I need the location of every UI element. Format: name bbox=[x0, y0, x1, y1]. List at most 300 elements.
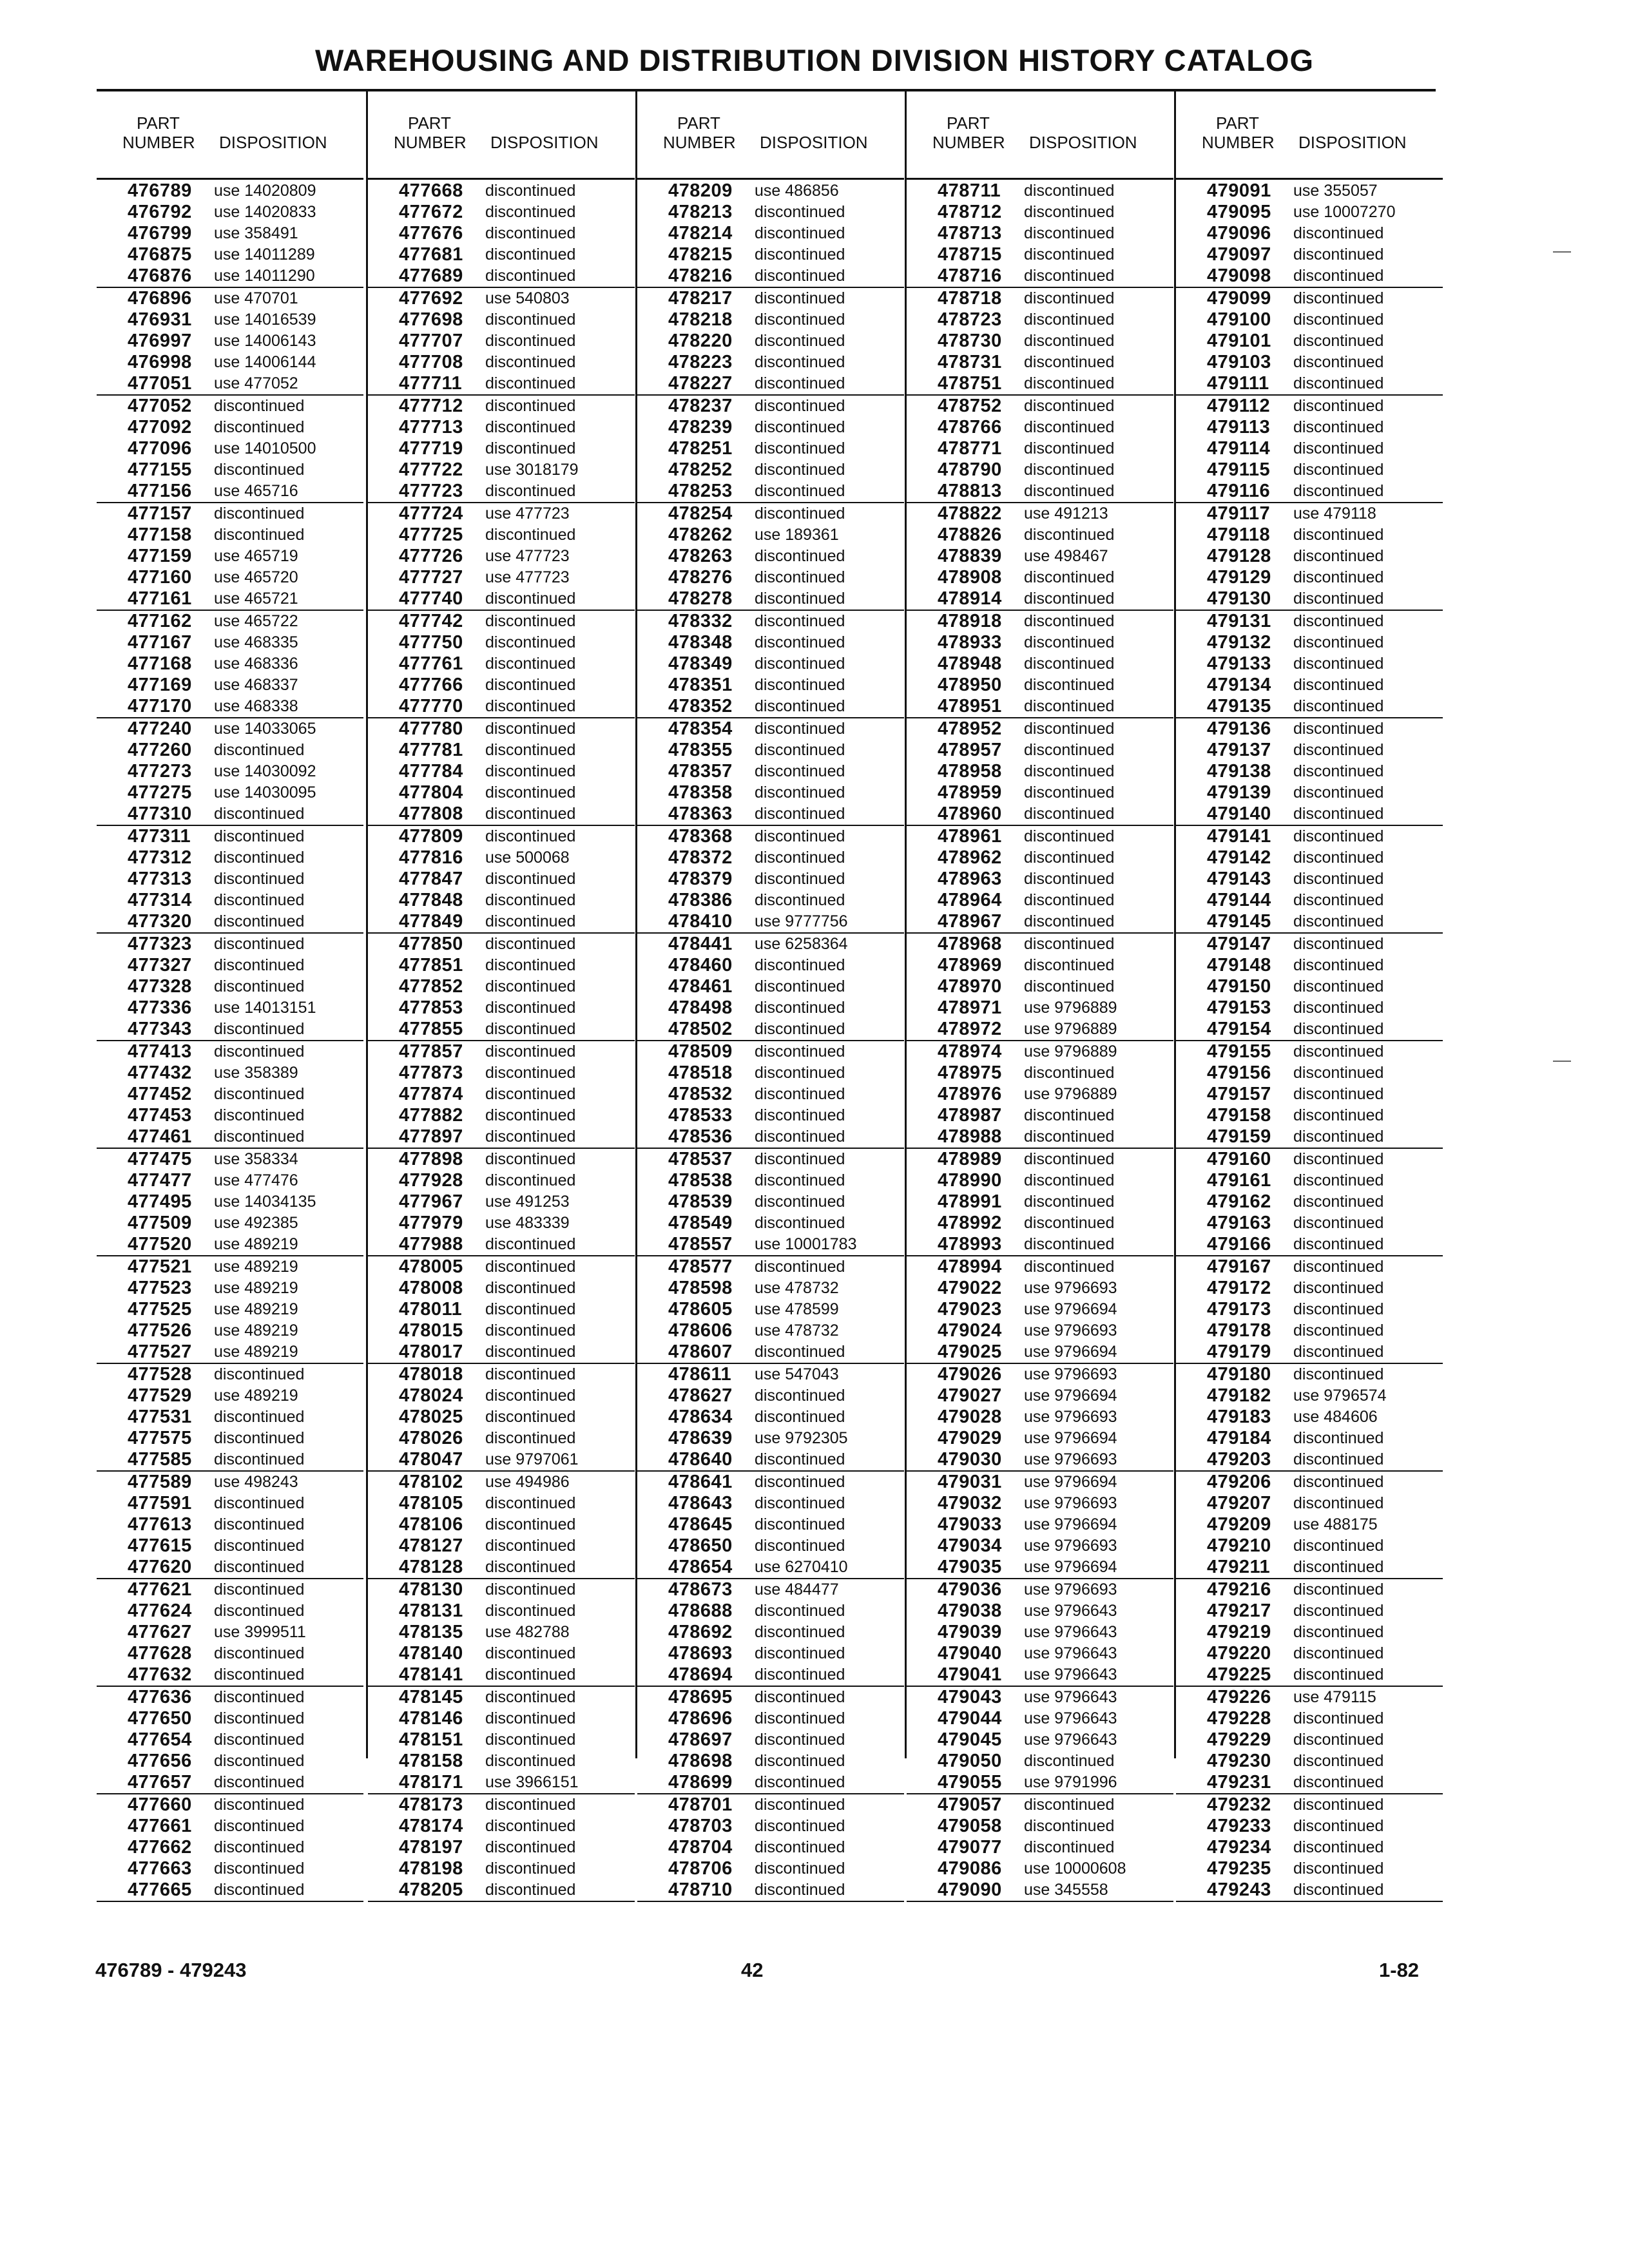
disposition: discontinued bbox=[755, 245, 845, 264]
entry-group bbox=[97, 1687, 363, 1794]
disposition: discontinued bbox=[485, 1429, 576, 1447]
part-number: 479118 bbox=[1207, 524, 1271, 545]
part-number: 479154 bbox=[1207, 1019, 1271, 1039]
catalog-entry-row bbox=[97, 1622, 363, 1643]
part-number: 478969 bbox=[938, 955, 1002, 975]
catalog-entry-row bbox=[1176, 1062, 1443, 1084]
part-number: 477327 bbox=[128, 955, 192, 975]
catalog-entry-row bbox=[97, 1041, 363, 1062]
catalog-entry-row bbox=[368, 1105, 635, 1126]
catalog-entry-row bbox=[368, 180, 635, 202]
part-number: 479136 bbox=[1207, 718, 1271, 739]
part-number: 478363 bbox=[668, 803, 733, 824]
disposition: use 9797061 bbox=[485, 1450, 579, 1468]
entry-group bbox=[907, 718, 1173, 826]
part-number: 479100 bbox=[1207, 309, 1271, 330]
catalog-entry-row bbox=[97, 1600, 363, 1622]
part-number: 477850 bbox=[399, 934, 463, 954]
part-number: 477452 bbox=[128, 1084, 192, 1104]
catalog-entry-row bbox=[637, 1041, 904, 1062]
catalog-entry-row bbox=[637, 1579, 904, 1600]
catalog-entry-row bbox=[368, 1449, 635, 1470]
part-number: 478731 bbox=[938, 352, 1002, 372]
part-number: 478173 bbox=[399, 1794, 463, 1815]
disposition: discontinued bbox=[1024, 397, 1115, 415]
catalog-entry-row bbox=[97, 803, 363, 825]
part-number: 478227 bbox=[668, 373, 733, 394]
part-number: 477988 bbox=[399, 1234, 463, 1254]
part-number: 478697 bbox=[668, 1729, 733, 1750]
entry-group bbox=[907, 611, 1173, 718]
catalog-entry-row bbox=[97, 1708, 363, 1729]
catalog-entry-row bbox=[637, 1278, 904, 1299]
catalog-entry-row bbox=[637, 1472, 904, 1493]
entry-groups bbox=[1176, 180, 1443, 1902]
catalog-entry-row bbox=[637, 632, 904, 653]
catalog-entry-row bbox=[97, 955, 363, 976]
catalog-entry-row bbox=[368, 890, 635, 911]
part-number: 477852 bbox=[399, 976, 463, 997]
part-number: 479172 bbox=[1207, 1278, 1271, 1298]
part-number: 478673 bbox=[668, 1579, 733, 1600]
part-number: 478197 bbox=[399, 1837, 463, 1858]
disposition: use 9796694 bbox=[1024, 1429, 1117, 1447]
part-number: 478537 bbox=[668, 1149, 733, 1169]
disposition: discontinued bbox=[1293, 1043, 1384, 1061]
catalog-entry-row bbox=[1176, 1858, 1443, 1879]
part-number: 477052 bbox=[128, 396, 192, 416]
disposition: discontinued bbox=[1024, 311, 1115, 329]
part-number: 479150 bbox=[1207, 976, 1271, 997]
catalog-entry-row bbox=[907, 180, 1173, 202]
part-number: 479147 bbox=[1207, 934, 1271, 954]
part-number: 477240 bbox=[128, 718, 192, 739]
catalog-entry-row bbox=[1176, 588, 1443, 610]
disposition: discontinued bbox=[214, 827, 305, 845]
catalog-entry-row bbox=[907, 632, 1173, 653]
catalog-entry-row bbox=[637, 1320, 904, 1341]
entry-group bbox=[368, 611, 635, 718]
part-number: 478970 bbox=[938, 976, 1002, 997]
entry-group bbox=[1176, 718, 1443, 826]
disposition: discontinued bbox=[1024, 461, 1115, 479]
disposition: discontinued bbox=[1293, 1537, 1384, 1555]
catalog-entry-row bbox=[368, 1708, 635, 1729]
catalog-entry-row bbox=[1176, 288, 1443, 309]
entry-group bbox=[97, 288, 363, 396]
part-number: 479038 bbox=[938, 1600, 1002, 1621]
part-number: 477750 bbox=[399, 632, 463, 653]
catalog-entry-row bbox=[368, 696, 635, 717]
part-number: 479217 bbox=[1207, 1600, 1271, 1621]
part-number: 478712 bbox=[938, 202, 1002, 222]
catalog-entry-row bbox=[907, 1385, 1173, 1407]
part-number: 479128 bbox=[1207, 546, 1271, 566]
disposition: use 3999511 bbox=[214, 1623, 306, 1641]
part-number: 477928 bbox=[399, 1170, 463, 1191]
disposition: discontinued bbox=[1293, 1817, 1384, 1835]
catalog-entry-row bbox=[97, 1837, 363, 1858]
part-number: 477155 bbox=[128, 459, 192, 480]
part-number: 478751 bbox=[938, 373, 1002, 394]
entry-group bbox=[637, 1149, 904, 1256]
disposition: use 498467 bbox=[1024, 547, 1108, 565]
catalog-entry-row bbox=[637, 782, 904, 803]
entry-group bbox=[97, 1041, 363, 1149]
part-number: 478988 bbox=[938, 1126, 1002, 1147]
disposition: discontinued bbox=[755, 1838, 845, 1856]
catalog-entry-row bbox=[368, 955, 635, 976]
catalog-entry-row bbox=[637, 890, 904, 911]
entry-group bbox=[907, 1472, 1173, 1579]
part-number: 479203 bbox=[1207, 1449, 1271, 1470]
catalog-entry-row bbox=[368, 611, 635, 632]
disposition: discontinued bbox=[1293, 1150, 1384, 1168]
disposition: discontinued bbox=[485, 1171, 576, 1189]
disposition: discontinued bbox=[755, 676, 845, 694]
part-number: 479045 bbox=[938, 1729, 1002, 1750]
part-number: 478918 bbox=[938, 611, 1002, 631]
catalog-entry-row bbox=[97, 309, 363, 331]
disposition: use 14011290 bbox=[214, 267, 315, 285]
header-part-label: PART bbox=[408, 113, 451, 133]
part-number: 477898 bbox=[399, 1149, 463, 1169]
disposition: use 9796643 bbox=[1024, 1602, 1117, 1620]
disposition: discontinued bbox=[485, 1020, 576, 1038]
disposition: discontinued bbox=[1024, 1150, 1115, 1168]
catalog-entry-row bbox=[368, 1579, 635, 1600]
disposition: use 9796693 bbox=[1024, 1279, 1117, 1297]
disposition: discontinued bbox=[214, 849, 305, 867]
disposition: discontinued bbox=[1024, 418, 1115, 436]
catalog-entry-row bbox=[97, 1256, 363, 1278]
catalog-entry-row bbox=[1176, 180, 1443, 202]
catalog-entry-row bbox=[1176, 826, 1443, 847]
catalog-entry-row bbox=[637, 481, 904, 502]
disposition: discontinued bbox=[1024, 332, 1115, 350]
catalog-entry-row bbox=[1176, 1643, 1443, 1664]
catalog-entry-row bbox=[97, 417, 363, 438]
catalog-entry-row bbox=[907, 1493, 1173, 1514]
part-number: 477692 bbox=[399, 288, 463, 309]
catalog-entry-row bbox=[97, 396, 363, 417]
part-number: 478627 bbox=[668, 1385, 733, 1406]
catalog-entry-row bbox=[368, 1256, 635, 1278]
disposition: discontinued bbox=[755, 547, 845, 565]
disposition: discontinued bbox=[1024, 655, 1115, 673]
disposition: discontinued bbox=[485, 203, 576, 221]
entry-group bbox=[1176, 826, 1443, 934]
catalog-entry-row bbox=[637, 869, 904, 890]
disposition: discontinued bbox=[485, 805, 576, 823]
catalog-entry-row bbox=[1176, 611, 1443, 632]
part-number: 479022 bbox=[938, 1278, 1002, 1298]
part-number: 477707 bbox=[399, 331, 463, 351]
catalog-entry-row bbox=[907, 1514, 1173, 1535]
catalog-entry-row bbox=[907, 1837, 1173, 1858]
part-number: 478502 bbox=[668, 1019, 733, 1039]
disposition: use 477476 bbox=[214, 1171, 298, 1189]
part-number: 477661 bbox=[128, 1816, 192, 1836]
disposition: discontinued bbox=[1024, 224, 1115, 242]
catalog-column-3 bbox=[635, 89, 904, 1900]
part-number: 477275 bbox=[128, 782, 192, 803]
part-number: 476875 bbox=[128, 244, 192, 265]
disposition: discontinued bbox=[755, 1258, 845, 1276]
header-rule bbox=[907, 178, 1173, 180]
disposition: discontinued bbox=[1293, 547, 1384, 565]
catalog-entry-row bbox=[637, 1126, 904, 1148]
disposition: discontinued bbox=[755, 289, 845, 307]
disposition: discontinued bbox=[214, 1494, 305, 1512]
disposition: discontinued bbox=[1293, 697, 1384, 715]
catalog-entry-row bbox=[907, 1062, 1173, 1084]
part-number: 478710 bbox=[668, 1879, 733, 1900]
entry-group bbox=[1176, 1794, 1443, 1902]
catalog-entry-row bbox=[368, 1234, 635, 1255]
disposition: use 489219 bbox=[214, 1343, 298, 1361]
part-number: 477809 bbox=[399, 826, 463, 847]
entry-group bbox=[637, 826, 904, 934]
disposition: discontinued bbox=[1024, 245, 1115, 264]
catalog-entry-row bbox=[907, 459, 1173, 481]
disposition: discontinued bbox=[485, 1085, 576, 1103]
disposition: discontinued bbox=[214, 1709, 305, 1727]
disposition: discontinued bbox=[485, 999, 576, 1017]
disposition: discontinued bbox=[1293, 1773, 1384, 1791]
disposition: discontinued bbox=[1024, 977, 1115, 995]
part-number: 478223 bbox=[668, 352, 733, 372]
disposition: discontinued bbox=[485, 1515, 576, 1533]
catalog-entry-row bbox=[637, 1600, 904, 1622]
catalog-entry-row bbox=[907, 1579, 1173, 1600]
catalog-entry-row bbox=[1176, 1320, 1443, 1341]
part-number: 477770 bbox=[399, 696, 463, 716]
disposition: discontinued bbox=[485, 1581, 576, 1599]
disposition: discontinued bbox=[214, 1838, 305, 1856]
catalog-entry-row bbox=[97, 911, 363, 932]
disposition: discontinued bbox=[1024, 1171, 1115, 1189]
part-number: 478839 bbox=[938, 546, 1002, 566]
part-number: 479209 bbox=[1207, 1514, 1271, 1535]
catalog-entry-row bbox=[368, 1407, 635, 1428]
catalog-entry-row bbox=[97, 847, 363, 869]
entry-group bbox=[907, 1149, 1173, 1256]
disposition: discontinued bbox=[1024, 1193, 1115, 1211]
catalog-entry-row bbox=[368, 803, 635, 825]
disposition: use 9796643 bbox=[1024, 1623, 1117, 1641]
disposition: discontinued bbox=[1024, 741, 1115, 759]
catalog-entry-row bbox=[907, 976, 1173, 997]
catalog-entry-row bbox=[97, 1687, 363, 1708]
catalog-entry-row bbox=[637, 1213, 904, 1234]
disposition: discontinued bbox=[1293, 870, 1384, 888]
disposition: discontinued bbox=[1293, 1602, 1384, 1620]
catalog-entry-row bbox=[97, 1084, 363, 1105]
catalog-entry-row bbox=[637, 1794, 904, 1816]
catalog-entry-row bbox=[97, 1879, 363, 1901]
entry-group bbox=[368, 718, 635, 826]
part-number: 478253 bbox=[668, 481, 733, 501]
disposition: discontinued bbox=[485, 1666, 576, 1684]
catalog-entry-row bbox=[368, 1664, 635, 1686]
entry-group bbox=[368, 1472, 635, 1579]
catalog-entry-row bbox=[97, 1643, 363, 1664]
disposition: discontinued bbox=[755, 397, 845, 415]
disposition: use 482788 bbox=[485, 1623, 570, 1641]
header-number-label: NUMBER bbox=[932, 133, 1005, 152]
header-rule bbox=[97, 178, 363, 180]
part-number: 479090 bbox=[938, 1879, 1002, 1900]
disposition: discontinued bbox=[485, 956, 576, 974]
part-number: 478215 bbox=[668, 244, 733, 265]
catalog-entry-row bbox=[637, 1019, 904, 1040]
part-number: 478213 bbox=[668, 202, 733, 222]
header-part-label: PART bbox=[947, 113, 990, 133]
disposition: use 477723 bbox=[485, 505, 570, 523]
part-number: 479098 bbox=[1207, 265, 1271, 286]
catalog-entry-row bbox=[637, 396, 904, 417]
catalog-entry-row bbox=[637, 373, 904, 394]
disposition: discontinued bbox=[1293, 1494, 1384, 1512]
catalog-entry-row bbox=[368, 997, 635, 1019]
part-number: 476998 bbox=[128, 352, 192, 372]
part-number: 477273 bbox=[128, 761, 192, 782]
disposition: discontinued bbox=[1024, 1838, 1115, 1856]
part-number: 478976 bbox=[938, 1084, 1002, 1104]
disposition: discontinued bbox=[485, 332, 576, 350]
catalog-entry-row bbox=[637, 1837, 904, 1858]
part-number: 478128 bbox=[399, 1557, 463, 1577]
catalog-entry-row bbox=[637, 331, 904, 352]
part-number: 478354 bbox=[668, 718, 733, 739]
catalog-entry-row bbox=[97, 1514, 363, 1535]
disposition: discontinued bbox=[755, 1150, 845, 1168]
disposition: discontinued bbox=[1293, 1085, 1384, 1103]
disposition: discontinued bbox=[214, 1043, 305, 1061]
disposition: discontinued bbox=[1293, 849, 1384, 867]
part-number: 477628 bbox=[128, 1643, 192, 1664]
part-number: 478355 bbox=[668, 740, 733, 760]
disposition: discontinued bbox=[1293, 1429, 1384, 1447]
catalog-entry-row bbox=[368, 718, 635, 740]
part-number: 479025 bbox=[938, 1341, 1002, 1362]
part-number: 478694 bbox=[668, 1664, 733, 1685]
catalog-entry-row bbox=[368, 588, 635, 610]
catalog-column-4 bbox=[905, 89, 1173, 1900]
footer-part-range: 476789 - 479243 bbox=[95, 1959, 247, 1981]
part-number: 478959 bbox=[938, 782, 1002, 803]
disposition: use 14020809 bbox=[214, 182, 316, 200]
catalog-entry-row bbox=[97, 632, 363, 653]
catalog-entry-row bbox=[97, 740, 363, 761]
entry-group bbox=[97, 1149, 363, 1256]
catalog-entry-row bbox=[637, 718, 904, 740]
disposition: discontinued bbox=[755, 1773, 845, 1791]
disposition: use 484606 bbox=[1293, 1408, 1378, 1426]
catalog-entry-row bbox=[368, 503, 635, 524]
entry-group bbox=[637, 1579, 904, 1687]
catalog-entry-row bbox=[97, 976, 363, 997]
disposition: discontinued bbox=[755, 1020, 845, 1038]
disposition: discontinued bbox=[755, 1193, 845, 1211]
part-number: 478598 bbox=[668, 1278, 733, 1298]
catalog-entry-row bbox=[368, 373, 635, 394]
catalog-entry-row bbox=[97, 1816, 363, 1837]
part-number: 477668 bbox=[399, 180, 463, 201]
catalog-entry-row bbox=[637, 1407, 904, 1428]
catalog-entry-row bbox=[1176, 503, 1443, 524]
catalog-entry-row bbox=[1176, 1729, 1443, 1751]
catalog-entry-row bbox=[637, 180, 904, 202]
catalog-entry-row bbox=[368, 1364, 635, 1385]
catalog-entry-row bbox=[907, 696, 1173, 717]
part-number: 478015 bbox=[399, 1320, 463, 1341]
disposition: discontinued bbox=[1293, 1731, 1384, 1749]
part-number: 478498 bbox=[668, 997, 733, 1018]
catalog-entry-row bbox=[1176, 1428, 1443, 1449]
part-number: 477897 bbox=[399, 1126, 463, 1147]
part-number: 479137 bbox=[1207, 740, 1271, 760]
catalog-entry-row bbox=[1176, 782, 1443, 803]
catalog-entry-row bbox=[1176, 1514, 1443, 1535]
entry-group bbox=[637, 1256, 904, 1364]
disposition: discontinued bbox=[485, 397, 576, 415]
disposition: use 14011289 bbox=[214, 245, 315, 264]
disposition: discontinued bbox=[485, 977, 576, 995]
part-number: 476931 bbox=[128, 309, 192, 330]
catalog-entry-row bbox=[637, 934, 904, 955]
disposition: discontinued bbox=[755, 762, 845, 780]
part-number: 478047 bbox=[399, 1449, 463, 1470]
catalog-entry-row bbox=[907, 1794, 1173, 1816]
part-number: 478368 bbox=[668, 826, 733, 847]
disposition: discontinued bbox=[214, 1581, 305, 1599]
catalog-entry-row bbox=[97, 352, 363, 373]
catalog-entry-row bbox=[368, 1535, 635, 1557]
part-number: 478357 bbox=[668, 761, 733, 782]
part-number: 478933 bbox=[938, 632, 1002, 653]
disposition: discontinued bbox=[755, 224, 845, 242]
disposition: discontinued bbox=[1293, 267, 1384, 285]
catalog-entry-row bbox=[97, 1557, 363, 1578]
part-number: 479044 bbox=[938, 1708, 1002, 1729]
part-number: 478958 bbox=[938, 761, 1002, 782]
part-number: 479216 bbox=[1207, 1579, 1271, 1600]
disposition: discontinued bbox=[1293, 912, 1384, 930]
disposition: discontinued bbox=[485, 482, 576, 500]
part-number: 479232 bbox=[1207, 1794, 1271, 1815]
disposition: discontinued bbox=[1293, 1581, 1384, 1599]
part-number: 478766 bbox=[938, 417, 1002, 437]
disposition: discontinued bbox=[485, 353, 576, 371]
disposition: use 9796693 bbox=[1024, 1450, 1117, 1468]
catalog-entry-row bbox=[1176, 1664, 1443, 1686]
catalog-entry-row bbox=[368, 1278, 635, 1299]
disposition: discontinued bbox=[1024, 1258, 1115, 1276]
part-number: 478715 bbox=[938, 244, 1002, 265]
disposition: discontinued bbox=[485, 1106, 576, 1124]
part-number: 478140 bbox=[399, 1643, 463, 1664]
catalog-entry-row bbox=[97, 1213, 363, 1234]
part-number: 478605 bbox=[668, 1299, 733, 1320]
disposition: discontinued bbox=[1024, 1817, 1115, 1835]
catalog-entry-row bbox=[1176, 740, 1443, 761]
catalog-entry-row bbox=[1176, 1278, 1443, 1299]
disposition: discontinued bbox=[755, 1602, 845, 1620]
catalog-entry-row bbox=[368, 632, 635, 653]
disposition: use 488175 bbox=[1293, 1515, 1378, 1533]
